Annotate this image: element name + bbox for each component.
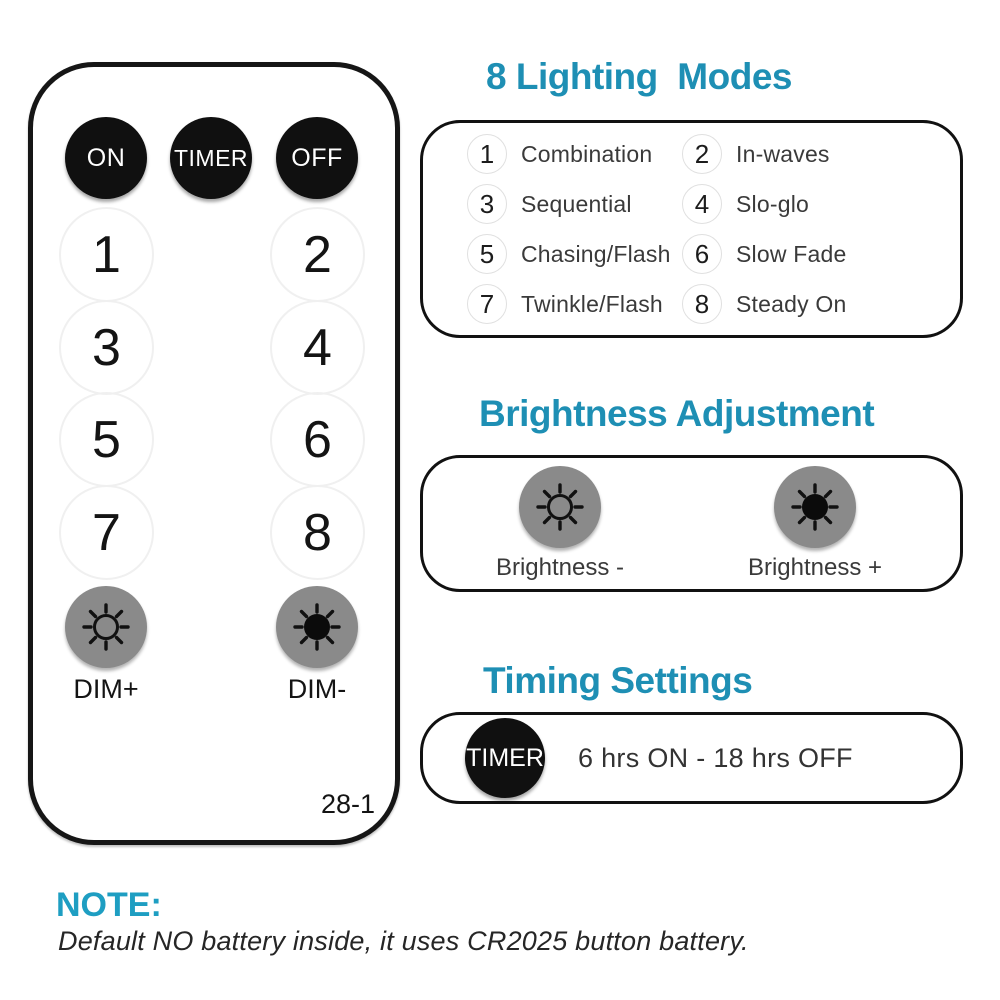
sun-outline-icon — [78, 599, 134, 655]
mode-label: Chasing/Flash — [521, 240, 671, 267]
model-label: 28-1 — [320, 789, 375, 819]
timing-timer-button[interactable] — [465, 718, 545, 798]
sun-outline-icon — [532, 479, 588, 535]
brightness-minus-label: Brightness - — [495, 554, 625, 581]
mode-number: 6 — [682, 234, 722, 274]
number-label: 5 — [92, 410, 121, 469]
mode-item-4 — [682, 181, 960, 227]
brightness-plus-button[interactable] — [774, 466, 856, 548]
mode-item-3 — [467, 181, 682, 227]
mode-item-7 — [467, 281, 682, 327]
mode-number: 5 — [467, 234, 507, 274]
number-label: 3 — [92, 318, 121, 377]
number-label: 8 — [303, 503, 332, 562]
number-button-8[interactable] — [270, 485, 365, 580]
dim-plus-button[interactable] — [65, 586, 147, 668]
timing-description: 6 hrs ON - 18 hrs OFF — [578, 742, 853, 773]
off-button[interactable] — [276, 117, 358, 199]
on-button[interactable] — [65, 117, 147, 199]
on-button-label: ON — [86, 143, 126, 172]
number-label: 6 — [303, 410, 332, 469]
mode-label: In-waves — [736, 140, 830, 167]
mode-item-8 — [682, 281, 960, 327]
lighting-modes-title: 8 Lighting Modes — [486, 56, 792, 97]
sun-filled-icon — [787, 479, 843, 535]
mode-item-1 — [467, 131, 682, 177]
brightness-minus-item — [470, 466, 650, 582]
number-button-3[interactable] — [59, 300, 154, 395]
number-button-7[interactable] — [59, 485, 154, 580]
mode-number: 3 — [467, 184, 507, 224]
mode-label: Slow Fade — [736, 240, 847, 267]
number-label: 2 — [303, 225, 332, 284]
brightness-panel — [420, 455, 963, 592]
mode-label: Sequential — [521, 190, 632, 217]
mode-number: 4 — [682, 184, 722, 224]
mode-number: 8 — [682, 284, 722, 324]
number-label: 1 — [92, 225, 121, 284]
timing-timer-label: TIMER — [466, 743, 544, 772]
number-button-4[interactable] — [270, 300, 365, 395]
dim-minus-label: DIM- — [287, 674, 347, 704]
note-text: Default NO battery inside, it uses CR2025 button battery. — [58, 926, 749, 956]
mode-label: Combination — [521, 140, 653, 167]
dim-plus-label: DIM+ — [73, 674, 139, 704]
mode-item-5 — [467, 231, 682, 277]
brightness-minus-button[interactable] — [519, 466, 601, 548]
note-title: NOTE: — [56, 886, 162, 924]
mode-label: Slo-glo — [736, 190, 809, 217]
number-button-2[interactable] — [270, 207, 365, 302]
number-label: 4 — [303, 318, 332, 377]
mode-item-6 — [682, 231, 960, 277]
off-button-label: OFF — [291, 143, 343, 172]
mode-number: 1 — [467, 134, 507, 174]
timer-button-label: TIMER — [173, 144, 249, 171]
brightness-plus-item — [725, 466, 905, 582]
brightness-plus-label: Brightness + — [747, 554, 883, 581]
mode-label: Twinkle/Flash — [521, 290, 663, 317]
number-button-6[interactable] — [270, 392, 365, 487]
remote-control — [28, 62, 400, 845]
timer-button[interactable] — [170, 117, 252, 199]
brightness-title: Brightness Adjustment — [479, 393, 875, 434]
mode-number: 2 — [682, 134, 722, 174]
sun-filled-icon — [289, 599, 345, 655]
lighting-modes-panel — [420, 120, 963, 338]
number-button-1[interactable] — [59, 207, 154, 302]
timing-title: Timing Settings — [483, 660, 753, 701]
mode-label: Steady On — [736, 290, 847, 317]
number-button-5[interactable] — [59, 392, 154, 487]
mode-number: 7 — [467, 284, 507, 324]
dim-minus-button[interactable] — [276, 586, 358, 668]
mode-item-2 — [682, 131, 960, 177]
timing-panel — [420, 712, 963, 804]
number-label: 7 — [92, 503, 121, 562]
